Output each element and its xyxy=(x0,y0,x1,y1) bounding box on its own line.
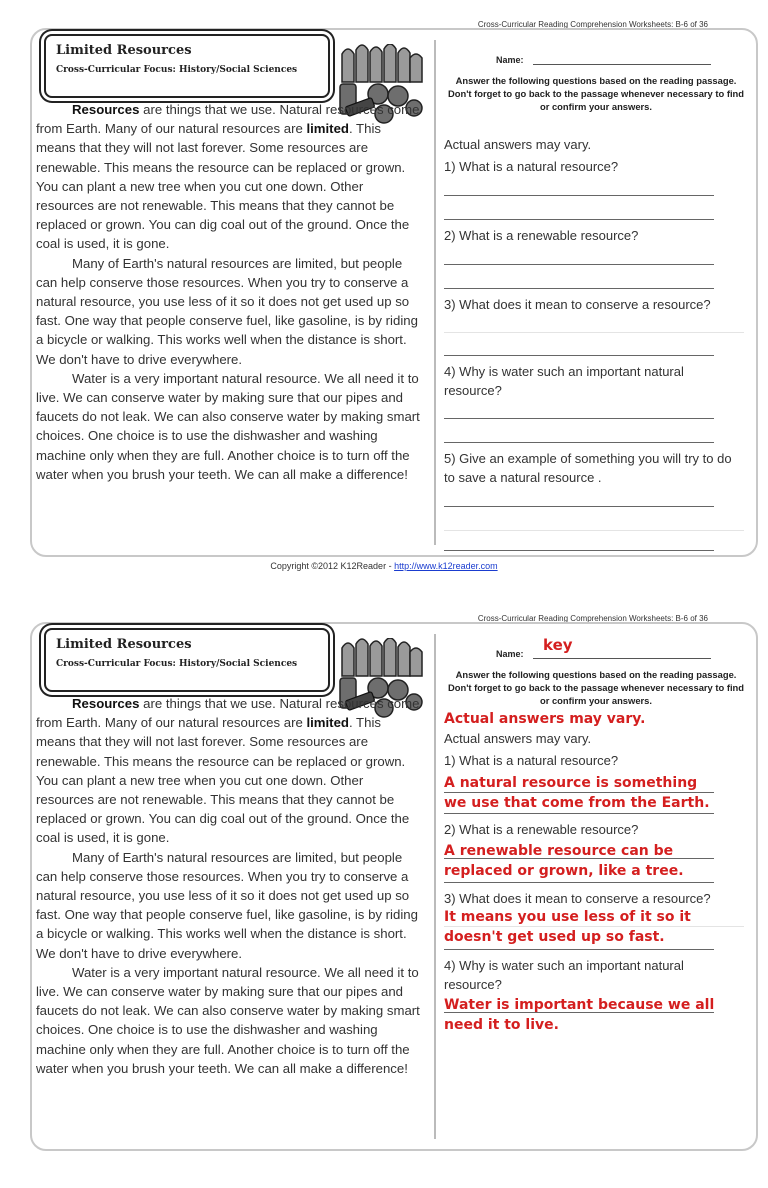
passage-text: . This means that they will not last forever. Some resources are renewable. This means the resource can be replaced or grown. You can plant a new tree when you cut one down. Other resources are not renewable. This means that they cannot be replaced or grown. You can dig coal out of the ground. Once the coal is used, it is gone. xyxy=(36,121,410,252)
question-4: 4) Why is water such an important natural resource? xyxy=(444,364,684,398)
worksheet-title: Limited Resources xyxy=(56,637,192,652)
passage-paragraph-1 xyxy=(36,100,424,254)
instructions: Answer the following questions based on the reading passage. Don't forget to go back to the passage whenever necessary to find or confirm your answers. xyxy=(447,75,745,112)
keyword-resources: Resources xyxy=(72,102,140,117)
question-5: 5) Give an example of something you will try to do to save a natural resource . xyxy=(444,451,732,485)
question-1: 1) What is a natural resource? xyxy=(444,753,619,768)
question-2: 2) What is a renewable resource? xyxy=(444,228,639,243)
question-1: 1) What is a natural resource? xyxy=(444,159,619,174)
answer-line[interactable] xyxy=(444,219,714,220)
faint-rule xyxy=(444,926,744,927)
answer-line[interactable] xyxy=(444,355,714,356)
answer-line[interactable] xyxy=(444,264,714,265)
key-name-value: key xyxy=(543,636,573,654)
answers-note: Actual answers may vary. xyxy=(444,731,592,746)
answer-line[interactable] xyxy=(444,442,714,443)
question-3: 3) What does it mean to conserve a resource? xyxy=(444,297,711,312)
passage-paragraph-1 xyxy=(36,694,424,848)
answer-1: A natural resource is something we use that come from the Earth. xyxy=(444,775,710,811)
answer-line[interactable] xyxy=(444,813,714,814)
answer-line[interactable] xyxy=(444,288,714,289)
series-label: Cross-Curricular Reading Comprehension Worksheets: B-6 of 36 xyxy=(477,614,708,623)
title-box xyxy=(44,628,330,692)
worksheet-page-2-answer-key xyxy=(0,594,768,1188)
focus-label: Cross-Curricular Focus: History/Social Sciences xyxy=(56,659,298,669)
column-divider xyxy=(434,634,436,1139)
answer-line[interactable] xyxy=(444,882,714,883)
name-field[interactable] xyxy=(533,64,711,65)
passage-text: are things that we use. Natural resources come from Earth. Many of our natural resources are xyxy=(36,102,420,137)
keyword-resources: Resources xyxy=(72,696,140,711)
question-3: 3) What does it mean to conserve a resource? xyxy=(444,891,711,906)
passage-paragraph-2: Many of Earth's natural resources are limited, but people can help conserve those resources. When you try to conserve a natural resource, you use less of it so it does not get used up so fast. One way that people conserve fuel, like gasoline, is by riding a bicycle or walking. This works well when the distance is short. We don't have to drive everywhere. xyxy=(36,849,418,961)
question-4: 4) Why is water such an important natural resource? xyxy=(444,958,684,992)
instructions: Answer the following questions based on the reading passage. Don't forget to go back to the passage whenever necessary to find or confirm your answers. xyxy=(447,669,745,706)
question-2: 2) What is a renewable resource? xyxy=(444,822,639,837)
keyword-limited: limited xyxy=(306,715,349,731)
answer-2: A renewable resource can be replaced or grown, like a tree. xyxy=(444,843,684,879)
faint-rule xyxy=(444,332,744,333)
answer-line[interactable] xyxy=(444,418,714,419)
k12reader-link[interactable]: http://www.k12reader.com xyxy=(394,561,498,571)
answer-3: It means you use less of it so it doesn't get used up so fast. xyxy=(444,909,691,945)
reading-passage xyxy=(36,100,424,484)
title-box xyxy=(44,34,330,98)
passage-paragraph-2: Many of Earth's natural resources are limited, but people can help conserve those resources. When you try to conserve a natural resource, you use less of it so it does not get used up so fast. One way that people conserve fuel, like gasoline, is by riding a bicycle or walking. This works well when the distance is short. We don't have to drive everywhere. xyxy=(36,255,418,367)
faint-rule xyxy=(444,530,744,531)
answer-line[interactable] xyxy=(444,1012,714,1013)
passage-paragraph-3: Water is a very important natural resource. We all need it to live. We can conserve water by making sure that our pipes and faucets do not leak. We can also conserve water by making smart choices. One choice is to use the dishwasher and washing machine only when they are full. Another choice is to turn off the water when you brush your teeth. We can all make a difference! xyxy=(36,964,420,1076)
copyright-text: Copyright ©2012 K12Reader - xyxy=(270,561,395,571)
reading-passage xyxy=(36,694,424,1078)
copyright xyxy=(0,561,768,571)
key-answers-note: Actual answers may vary. xyxy=(444,711,646,727)
answer-line[interactable] xyxy=(444,506,714,507)
passage-paragraph-3: Water is a very important natural resource. We all need it to live. We can conserve water by making sure that our pipes and faucets do not leak. We can also conserve water by making smart choices. One choice is to use the dishwasher and washing machine only when they are full. Another choice is to turn off the water when you brush your teeth. We can all make a difference! xyxy=(36,370,420,482)
name-field[interactable] xyxy=(533,658,711,659)
series-label: Cross-Curricular Reading Comprehension Worksheets: B-6 of 36 xyxy=(477,20,708,29)
answer-line[interactable] xyxy=(444,792,714,793)
answers-note: Actual answers may vary. xyxy=(444,137,592,152)
focus-label: Cross-Curricular Focus: History/Social Sciences xyxy=(56,65,298,75)
answer-line[interactable] xyxy=(444,949,714,950)
worksheet-title: Limited Resources xyxy=(56,43,192,58)
answer-line[interactable] xyxy=(444,858,714,859)
passage-text: . This means that they will not last forever. Some resources are renewable. This means the resource can be replaced or grown. You can plant a new tree when you cut one down. Other resources are not renewable. This means that they cannot be replaced or grown. You can dig coal out of the ground. Once the coal is used, it is gone. xyxy=(36,715,410,846)
answer-line[interactable] xyxy=(444,195,714,196)
name-label: Name: xyxy=(496,55,524,65)
column-divider xyxy=(434,40,436,545)
name-label: Name: xyxy=(496,649,524,659)
answer-line[interactable] xyxy=(444,550,714,551)
keyword-limited: limited xyxy=(306,121,349,137)
answer-4: Water is important because we all need it to live. xyxy=(444,997,715,1033)
passage-text: are things that we use. Natural resources come from Earth. Many of our natural resources are xyxy=(36,696,420,731)
